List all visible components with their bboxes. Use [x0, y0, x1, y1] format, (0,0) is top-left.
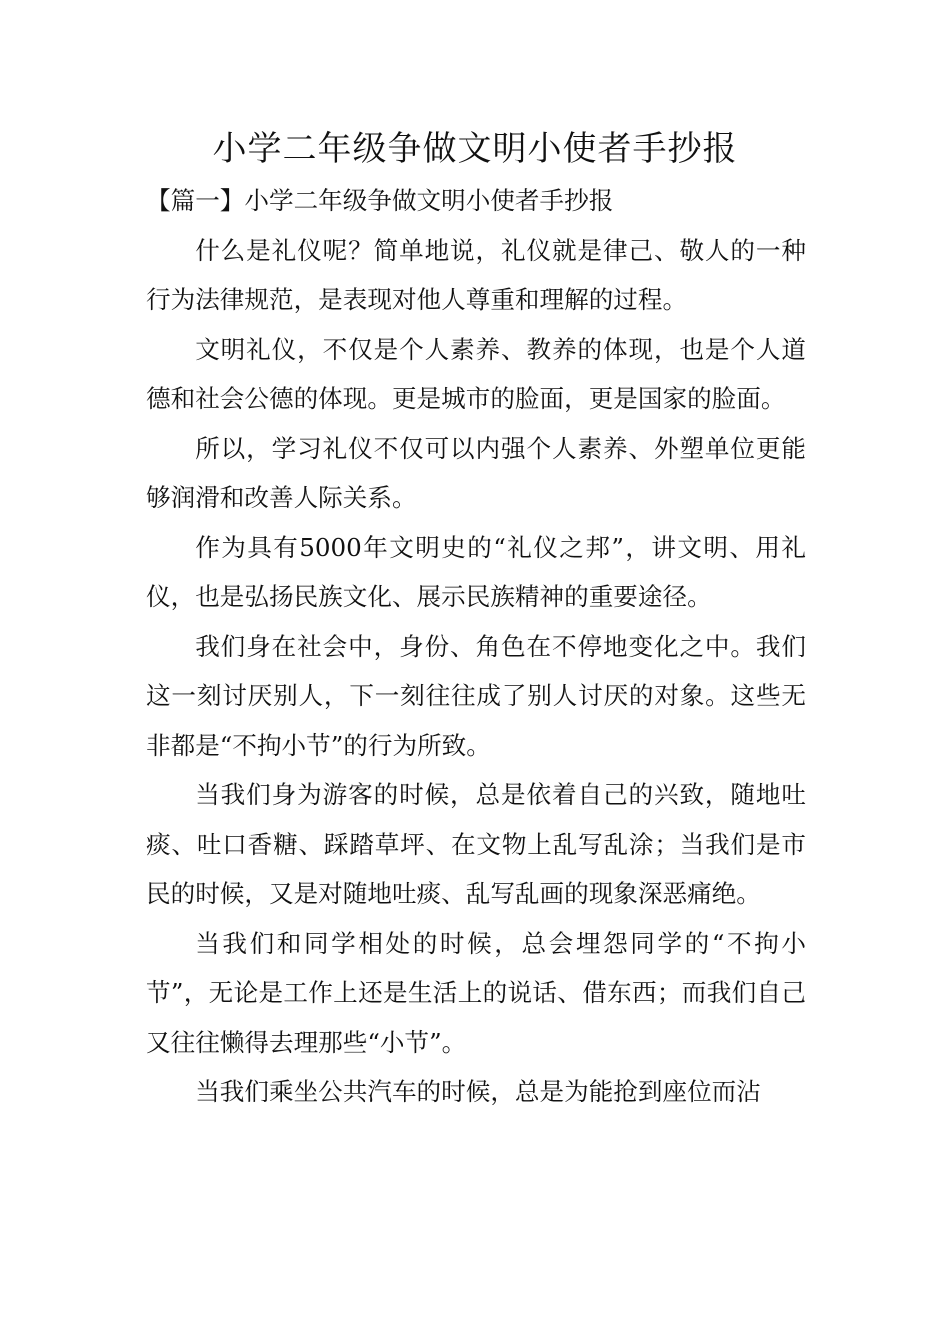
paragraph-7: 当我们和同学相处的时候，总会埋怨同学的“不拘小节”，无论是工作上还是生活上的说话、借东西；而我们自己又往往懒得去理那些“小节”。: [146, 928, 806, 1057]
section-heading: 【篇一】小学二年级争做文明小使者手抄报: [146, 186, 614, 215]
document-body: [146, 176, 806, 1117]
paragraph-4: 作为具有5000年文明史的“礼仪之邦”，讲文明、用礼仪，也是弘扬民族文化、展示民族精神的重要途径。: [146, 532, 806, 611]
paragraph-5: 我们身在社会中，身份、角色在不停地变化之中。我们这一刻讨厌别人，下一刻往往成了别人讨厌的对象。这些无非都是“不拘小节”的行为所致。: [146, 631, 806, 760]
document-title: 小学二年级争做文明小使者手抄报: [212, 129, 738, 169]
paragraph-3: 所以，学习礼仪不仅可以内强个人素养、外塑单位更能够润滑和改善人际关系。: [146, 433, 806, 512]
paragraph-6: 当我们身为游客的时候，总是依着自己的兴致，随地吐痰、吐口香糖、踩踏草坪、在文物上乱写乱涂；当我们是市民的时候，又是对随地吐痰、乱写乱画的现象深恶痛绝。: [146, 780, 806, 908]
paragraph-1: 什么是礼仪呢？简单地说，礼仪就是律己、敬人的一种行为法律规范，是表现对他人尊重和理解的过程。: [146, 235, 806, 314]
paragraph-2: 文明礼仪，不仅是个人素养、教养的体现，也是个人道德和社会公德的体现。更是城市的脸面，更是国家的脸面。: [146, 334, 806, 413]
paragraph-8: 当我们乘坐公共汽车的时候，总是为能抢到座位而沾: [195, 1077, 761, 1106]
